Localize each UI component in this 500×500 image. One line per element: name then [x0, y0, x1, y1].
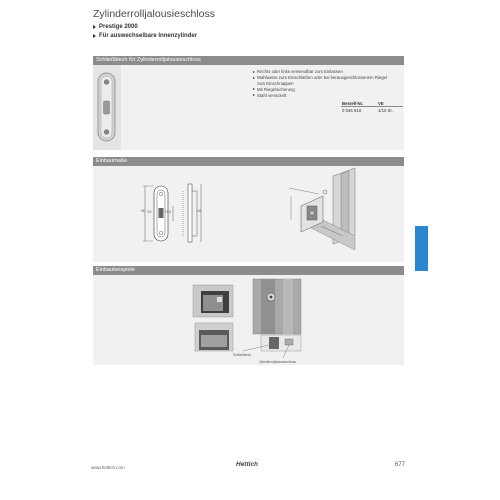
list-item: Mit Riegelsicherung [253, 87, 387, 93]
table-cell: 1/10 St. [377, 107, 393, 113]
bullet-arrow-icon [253, 94, 255, 96]
feature-list [253, 69, 387, 99]
dimension-label: 19,5 [165, 210, 172, 214]
subtitle-text: Für auswechselbare Innenzylinder [99, 33, 198, 39]
bullet-arrow-icon [253, 88, 255, 90]
subtitle-2 [93, 33, 197, 39]
caption-strike-plate: Schließblech [233, 353, 252, 357]
dimension-drawing [93, 166, 404, 262]
bullet-arrow-icon [93, 25, 96, 29]
list-item: zum Einschnappen [257, 80, 294, 86]
bullet-arrow-icon [253, 77, 255, 79]
dimension-label: 3,5 [147, 210, 152, 214]
section-header-examples: Einbaubeispiele [93, 266, 404, 275]
list-item: Wahlweise zum Einschließen oder bei herausgeschlossenem Riegel [253, 75, 387, 81]
dimension-label: 96 [141, 209, 145, 213]
page-number: 677 [395, 462, 406, 468]
bullet-arrow-icon [93, 34, 96, 38]
order-table [341, 100, 403, 113]
list-item: Rechts oder links verwendbar zum Einlassen [253, 69, 387, 75]
brand-logo: Hettich [236, 461, 259, 468]
subtitle-text: Prestige 2000 [99, 24, 138, 30]
table-row [341, 107, 403, 114]
dimension-label: 102 [196, 209, 202, 213]
page-title: Zylinderrolljalousieschloss [93, 8, 215, 20]
section-header-dimensions: Einbaumaße [93, 157, 404, 166]
subtitle-1 [93, 24, 138, 30]
chapter-tab-marker [415, 226, 428, 271]
strike-plate-image [93, 65, 153, 150]
table-header-cell: Bestell-Nr. [341, 100, 377, 107]
table-cell: 0 046 810 [342, 107, 362, 113]
examples-images [93, 275, 404, 365]
table-header-cell: VE [377, 100, 403, 107]
bullet-arrow-icon [253, 71, 255, 73]
caption-cylinder-lock: Zylinderrolljalousieschloss [259, 360, 297, 364]
footer-url[interactable]: www.hettich.com [91, 465, 125, 470]
list-item: Stahl vernickelt [253, 93, 387, 99]
section-header-strike-plate: Schließblech für Zylinderrolljalousieschloss [93, 56, 404, 65]
